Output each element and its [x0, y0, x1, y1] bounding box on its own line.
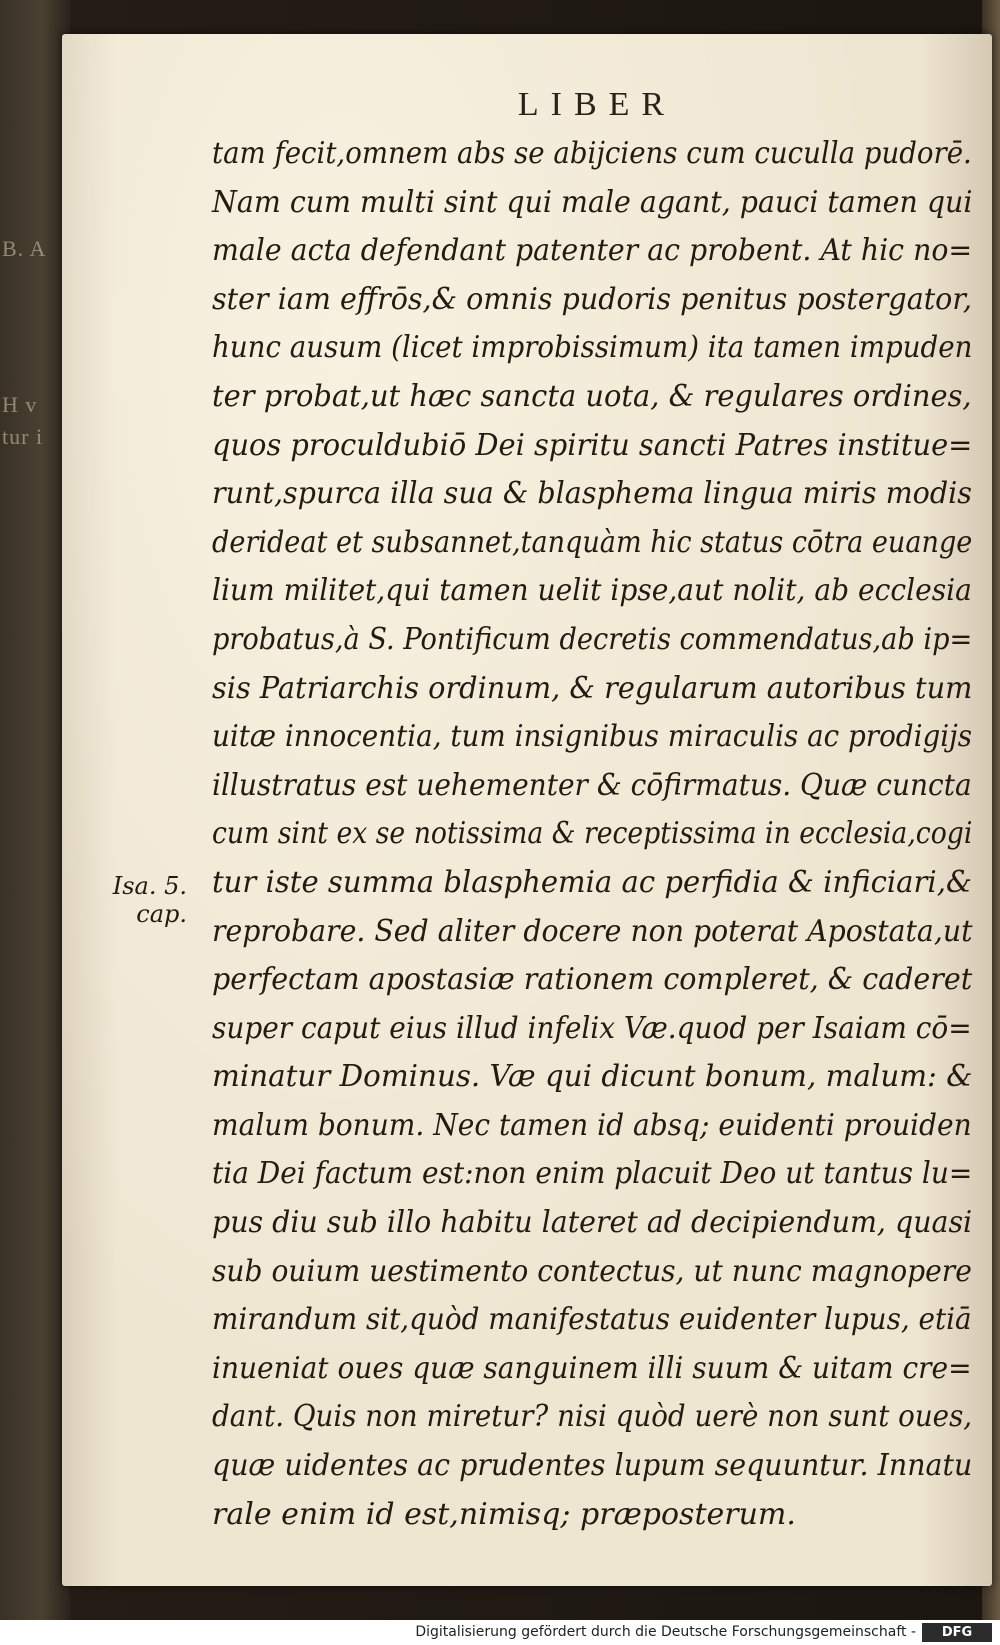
text-line: lium militet,qui tamen uelit ipse,aut nolit, ab ecclesia	[212, 573, 972, 609]
text-line: rale enim id est,nimisq; præposterum.	[212, 1496, 796, 1532]
text-line: quos proculdubiō Dei spiritu sancti Patres institue=	[212, 427, 973, 463]
adjacent-page-fragment: H v	[2, 392, 38, 417]
text-line: hunc ausum (licet improbissimum) ita tamen impuden	[212, 330, 973, 366]
dfg-logo: DFG	[922, 1623, 992, 1642]
text-line: pus diu sub illo habitu lateret ad decipiendum, quasi	[212, 1205, 973, 1241]
text-line: dant. Quis non miretur? nisi quòd uerè non sunt oues,	[212, 1399, 973, 1435]
digitization-footer	[0, 1620, 1000, 1645]
text-line: Nam cum multi sint qui male agant, pauci tamen qui	[212, 184, 973, 220]
text-line: derideat et subsannet,tanquàm hic status cōtra euange	[212, 524, 973, 560]
text-line: male acta defendant patenter ac probent. At hic no=	[212, 233, 973, 269]
text-line: illustratus est uehementer & cōfirmatus. Quæ cuncta	[212, 767, 972, 803]
adjacent-page-edge	[0, 0, 70, 1620]
text-line: tam fecit,omnem abs se abijciens cum cuculla pudorē.	[212, 136, 972, 171]
text-line: inueniat oues quæ sanguinem illi suum & uitam cre=	[212, 1350, 972, 1386]
text-line: ster iam effrōs,& omnis pudoris penitus postergator,	[212, 281, 972, 317]
text-line: uitæ innocentia, tum insignibus miraculis ac prodigijs	[212, 719, 972, 755]
text-line: minatur Dominus. Væ qui dicunt bonum, malum: &	[212, 1059, 973, 1095]
text-line: reprobare. Sed aliter docere non poterat Apostata,ut	[212, 913, 973, 949]
text-line: sub ouium uestimento contectus, ut nunc magnopere	[212, 1253, 972, 1289]
text-line: super caput eius illud infelix Væ.quod per Isaiam cō=	[212, 1010, 972, 1046]
text-line: probatus,à S. Pontificum decretis commendatus,ab ip=	[212, 621, 973, 657]
text-line: ter probat,ut hæc sancta uota, & regulares ordines,	[212, 378, 972, 414]
funding-credit: Digitalisierung gefördert durch die Deutsche Forschungsgemeinschaft -	[415, 1624, 916, 1640]
adjacent-page-fragment: tur i	[2, 424, 44, 449]
text-line: cum sint ex se notissima & receptissima in ecclesia,cogi	[212, 816, 973, 852]
text-line: tia Dei factum est:non enim placuit Deo ut tantus lu=	[212, 1156, 973, 1192]
text-line: sis Patriarchis ordinum, & regularum autoribus tum	[212, 670, 973, 706]
text-line: quæ uidentes ac prudentes lupum sequuntur. Innatu	[212, 1448, 973, 1484]
adjacent-page-fragment: B. A	[2, 236, 47, 261]
running-title: LIBER	[517, 86, 677, 123]
text-line: perfectam apostasiæ rationem compleret, & caderet	[212, 962, 973, 998]
body-text	[212, 130, 972, 1539]
text-line: runt,spurca illa sua & blasphema lingua miris modis	[212, 476, 972, 512]
book-page	[62, 34, 992, 1586]
text-line: malum bonum. Nec tamen id absq; euidenti prouiden	[212, 1107, 972, 1143]
text-line: mirandum sit,quòd manifestatus euidenter lupus, etiā	[212, 1302, 972, 1338]
text-line: tur iste summa blasphemia ac perfidia & inficiari,&	[212, 864, 972, 900]
margin-note: Isa. 5. cap.	[112, 872, 187, 928]
